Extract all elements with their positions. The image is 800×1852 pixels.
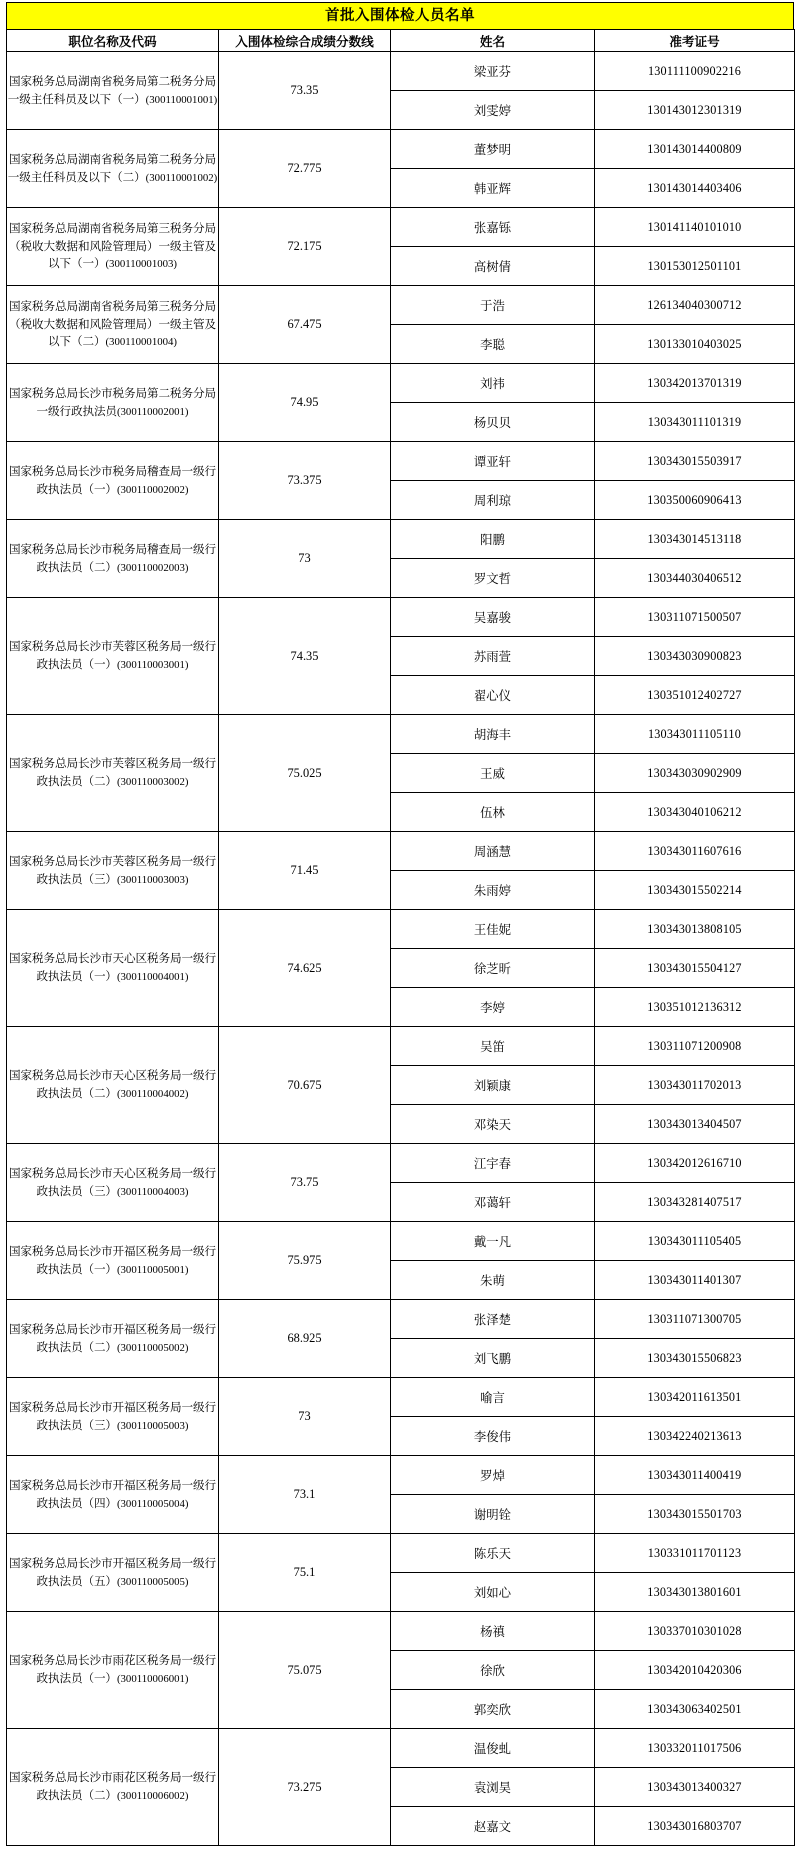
table-row [7,1729,795,1768]
admission-id-cell: 130343281407517 [595,1183,795,1222]
candidate-name-cell: 谭亚轩 [391,442,595,481]
table-row [7,598,795,637]
column-header-name: 姓名 [391,30,595,52]
candidate-name-cell: 谢明铨 [391,1495,595,1534]
score-line-cell: 75.1 [219,1534,391,1612]
candidate-name-cell: 袁浏昊 [391,1768,595,1807]
admission-id-cell: 130343016803707 [595,1807,795,1846]
position-cell [7,1222,219,1300]
admission-id-cell: 130343015506823 [595,1339,795,1378]
position-cell [7,715,219,832]
admission-id-cell: 130343013404507 [595,1105,795,1144]
position-code: (300110001003) [105,258,178,271]
table-row [7,1144,795,1183]
candidate-name-cell: 高树倩 [391,247,595,286]
table-row [7,1378,795,1417]
position-code: (300110005004) [116,1497,189,1510]
position-title: 国家税务总局长沙市芙蓉区税务局一级行政执法员（二） [9,757,216,788]
admission-id-cell: 130343013801601 [595,1573,795,1612]
position-cell [7,910,219,1027]
admission-id-cell: 130343013400327 [595,1768,795,1807]
candidate-name-cell: 王佳妮 [391,910,595,949]
admission-id-cell: 130343030900823 [595,637,795,676]
admission-id-cell: 130343011101319 [595,403,795,442]
position-title: 国家税务总局长沙市开福区税务局一级行政执法员（五） [9,1556,216,1588]
position-code: (300110001004) [105,336,178,349]
candidate-name-cell: 戴一凡 [391,1222,595,1261]
position-cell [7,52,219,130]
column-header-position: 职位名称及代码 [7,30,219,52]
candidate-name-cell: 朱雨婷 [391,871,595,910]
admission-id-cell: 130311071200908 [595,1027,795,1066]
score-line-cell: 73.275 [219,1729,391,1846]
table-row [7,1456,795,1495]
score-line-cell: 73.375 [219,442,391,520]
position-title: 国家税务总局长沙市天心区税务局一级行政执法员（三） [9,1166,216,1198]
position-code: (300110004002) [116,1088,189,1100]
candidate-name-cell: 梁亚芬 [391,52,595,91]
score-line-cell: 73 [219,520,391,598]
candidate-name-cell: 翟心仪 [391,676,595,715]
candidate-name-cell: 韩亚辉 [391,169,595,208]
table-row [7,1534,795,1573]
position-title: 国家税务总局长沙市雨花区税务局一级行政执法员（二） [9,1771,216,1802]
table-row [7,1612,795,1651]
admission-id-cell: 130143014403406 [595,169,795,208]
position-code: (300110006001) [116,1673,189,1685]
candidate-name-cell: 董梦明 [391,130,595,169]
position-title: 国家税务总局湖南省税务局第二税务分局一级主任科员及以下（二） [7,152,216,184]
candidate-name-cell: 苏雨萱 [391,637,595,676]
table-row [7,1222,795,1261]
position-code: (300110005002) [116,1341,189,1354]
position-code: (300110003001) [116,659,189,671]
position-code: (300110002003) [116,561,189,574]
score-line-cell: 68.925 [219,1300,391,1378]
score-line-cell: 70.675 [219,1027,391,1144]
position-cell [7,598,219,715]
admission-id-cell: 130342011613501 [595,1378,795,1417]
admission-id-cell: 130351012136312 [595,988,795,1027]
column-header-id: 准考证号 [595,30,795,52]
admission-id-cell: 130343040106212 [595,793,795,832]
admission-id-cell: 130344030406512 [595,559,795,598]
candidate-name-cell: 徐芝昕 [391,949,595,988]
position-title: 国家税务总局长沙市开福区税务局一级行政执法员（三） [9,1400,216,1432]
position-code: (300110005001) [116,1263,189,1276]
candidate-name-cell: 刘雯婷 [391,91,595,130]
position-title: 国家税务总局长沙市税务局稽查局一级行政执法员（一） [9,464,216,496]
admission-id-cell: 130342240213613 [595,1417,795,1456]
table-row [7,1300,795,1339]
admission-id-cell: 130343011702013 [595,1066,795,1105]
table-row [7,130,795,169]
score-line-cell: 72.775 [219,130,391,208]
position-title: 国家税务总局湖南省税务局第二税务分局一级主任科员及以下（一） [7,74,216,106]
position-cell [7,1729,219,1846]
candidate-name-cell: 江宇春 [391,1144,595,1183]
table-row [7,1027,795,1066]
table-row [7,442,795,481]
candidate-name-cell: 邓染天 [391,1105,595,1144]
position-code: (300110003002) [116,776,189,788]
candidate-name-cell: 徐欣 [391,1651,595,1690]
admission-id-cell: 130343011400419 [595,1456,795,1495]
position-title: 国家税务总局长沙市雨花区税务局一级行政执法员（一） [9,1654,216,1685]
admission-id-cell: 130343030902909 [595,754,795,793]
candidate-name-cell: 杨禛 [391,1612,595,1651]
position-cell [7,130,219,208]
table-body [7,52,795,1846]
table-row [7,208,795,247]
candidate-name-cell: 罗文哲 [391,559,595,598]
position-cell [7,1300,219,1378]
position-cell [7,208,219,286]
candidate-name-cell: 李婷 [391,988,595,1027]
admission-id-cell: 126134040300712 [595,286,795,325]
position-cell [7,1534,219,1612]
admission-id-cell: 130343011607616 [595,832,795,871]
position-title: 国家税务总局长沙市开福区税务局一级行政执法员（二） [9,1322,216,1354]
admission-id-cell: 130141140101010 [595,208,795,247]
admission-id-cell: 130342013701319 [595,364,795,403]
admission-id-cell: 130343063402501 [595,1690,795,1729]
candidate-name-cell: 阳鹏 [391,520,595,559]
position-cell [7,832,219,910]
position-cell [7,442,219,520]
table-row [7,715,795,754]
candidate-name-cell: 吴笛 [391,1027,595,1066]
candidate-name-cell: 李俊伟 [391,1417,595,1456]
admission-id-cell: 130332011017506 [595,1729,795,1768]
header-row [7,30,795,52]
score-line-cell: 73 [219,1378,391,1456]
candidate-name-cell: 刘颖康 [391,1066,595,1105]
admission-id-cell: 130343015503917 [595,442,795,481]
admission-id-cell: 130350060906413 [595,481,795,520]
candidate-name-cell: 邓蔼轩 [391,1183,595,1222]
candidate-name-cell: 郭奕欣 [391,1690,595,1729]
position-title: 国家税务总局湖南省税务局第三税务分局（税收大数据和风险管理局）一级主管及以下（二） [9,299,216,349]
candidate-name-cell: 于浩 [391,286,595,325]
admission-id-cell: 130133010403025 [595,325,795,364]
candidate-name-cell: 周利琼 [391,481,595,520]
candidate-name-cell: 张嘉铄 [391,208,595,247]
admission-id-cell: 130343011401307 [595,1261,795,1300]
position-cell [7,520,219,598]
admission-id-cell: 130342010420306 [595,1651,795,1690]
position-title: 国家税务总局长沙市开福区税务局一级行政执法员（四） [9,1478,216,1510]
admission-id-cell: 130351012402727 [595,676,795,715]
candidate-name-cell: 陈乐天 [391,1534,595,1573]
candidate-list-table [6,29,795,1846]
position-cell [7,1027,219,1144]
position-title: 国家税务总局长沙市开福区税务局一级行政执法员（一） [9,1244,216,1276]
candidate-name-cell: 罗焯 [391,1456,595,1495]
position-title: 国家税务总局长沙市税务局稽查局一级行政执法员（二） [9,542,216,574]
position-code: (300110002002) [116,483,189,496]
admission-id-cell: 130331011701123 [595,1534,795,1573]
candidate-name-cell: 赵嘉文 [391,1807,595,1846]
candidate-name-cell: 王威 [391,754,595,793]
score-line-cell: 73.75 [219,1144,391,1222]
admission-id-cell: 130153012501101 [595,247,795,286]
candidate-name-cell: 刘如心 [391,1573,595,1612]
position-cell [7,1144,219,1222]
score-line-cell: 75.975 [219,1222,391,1300]
position-cell [7,1456,219,1534]
position-code: (300110001001) [145,93,218,106]
position-code: (300110005003) [116,1419,189,1432]
position-title: 国家税务总局长沙市芙蓉区税务局一级行政执法员（一） [9,640,216,671]
score-line-cell: 75.025 [219,715,391,832]
column-header-score-line: 入围体检综合成绩分数线 [219,30,391,52]
admission-id-cell: 130343014513118 [595,520,795,559]
table-row [7,52,795,91]
admission-id-cell: 130111100902216 [595,52,795,91]
admission-id-cell: 130343015504127 [595,949,795,988]
admission-id-cell: 130311071300705 [595,1300,795,1339]
admission-id-cell: 130337010301028 [595,1612,795,1651]
admission-id-cell: 130311071500507 [595,598,795,637]
page-title: 首批入围体检人员名单 [6,2,794,29]
score-line-cell: 73.35 [219,52,391,130]
table-row [7,832,795,871]
candidate-name-cell: 温俊虬 [391,1729,595,1768]
position-cell [7,1378,219,1456]
score-line-cell: 74.625 [219,910,391,1027]
table-row [7,286,795,325]
candidate-name-cell: 吴嘉骏 [391,598,595,637]
position-cell [7,286,219,364]
position-code: (300110003003) [116,873,189,886]
admission-id-cell: 130342012616710 [595,1144,795,1183]
candidate-name-cell: 刘祎 [391,364,595,403]
position-code: (300110002001) [116,405,189,418]
candidate-name-cell: 杨贝贝 [391,403,595,442]
candidate-name-cell: 刘飞鹏 [391,1339,595,1378]
admission-id-cell: 130343015502214 [595,871,795,910]
score-line-cell: 74.95 [219,364,391,442]
position-code: (300110006002) [116,1790,189,1802]
position-title: 国家税务总局湖南省税务局第三税务分局（税收大数据和风险管理局）一级主管及以下（一） [9,221,216,271]
position-code: (300110005005) [116,1575,189,1588]
admission-id-cell: 130343011105405 [595,1222,795,1261]
table-row [7,520,795,559]
position-cell [7,364,219,442]
position-title: 国家税务总局长沙市天心区税务局一级行政执法员（一） [9,952,216,983]
score-line-cell: 67.475 [219,286,391,364]
position-title: 国家税务总局长沙市芙蓉区税务局一级行政执法员（三） [9,854,216,886]
admission-id-cell: 130343011105110 [595,715,795,754]
candidate-name-cell: 伍林 [391,793,595,832]
table-header [7,30,795,52]
position-code: (300110004001) [116,971,189,983]
position-title: 国家税务总局长沙市税务局第二税务分局一级行政执法员 [9,386,216,418]
table-row [7,364,795,403]
table-row [7,910,795,949]
admission-id-cell: 130143012301319 [595,91,795,130]
position-code: (300110004003) [116,1185,189,1198]
admission-id-cell: 130343015501703 [595,1495,795,1534]
position-code: (300110001002) [145,171,218,184]
position-cell [7,1612,219,1729]
score-line-cell: 74.35 [219,598,391,715]
candidate-name-cell: 喻言 [391,1378,595,1417]
candidate-name-cell: 朱萌 [391,1261,595,1300]
score-line-cell: 75.075 [219,1612,391,1729]
candidate-name-cell: 周涵慧 [391,832,595,871]
candidate-name-cell: 张泽楚 [391,1300,595,1339]
candidate-name-cell: 胡海丰 [391,715,595,754]
admission-id-cell: 130343013808105 [595,910,795,949]
admission-id-cell: 130143014400809 [595,130,795,169]
score-line-cell: 73.1 [219,1456,391,1534]
score-line-cell: 71.45 [219,832,391,910]
candidate-name-cell: 李聪 [391,325,595,364]
position-title: 国家税务总局长沙市天心区税务局一级行政执法员（二） [9,1069,216,1100]
score-line-cell: 72.175 [219,208,391,286]
